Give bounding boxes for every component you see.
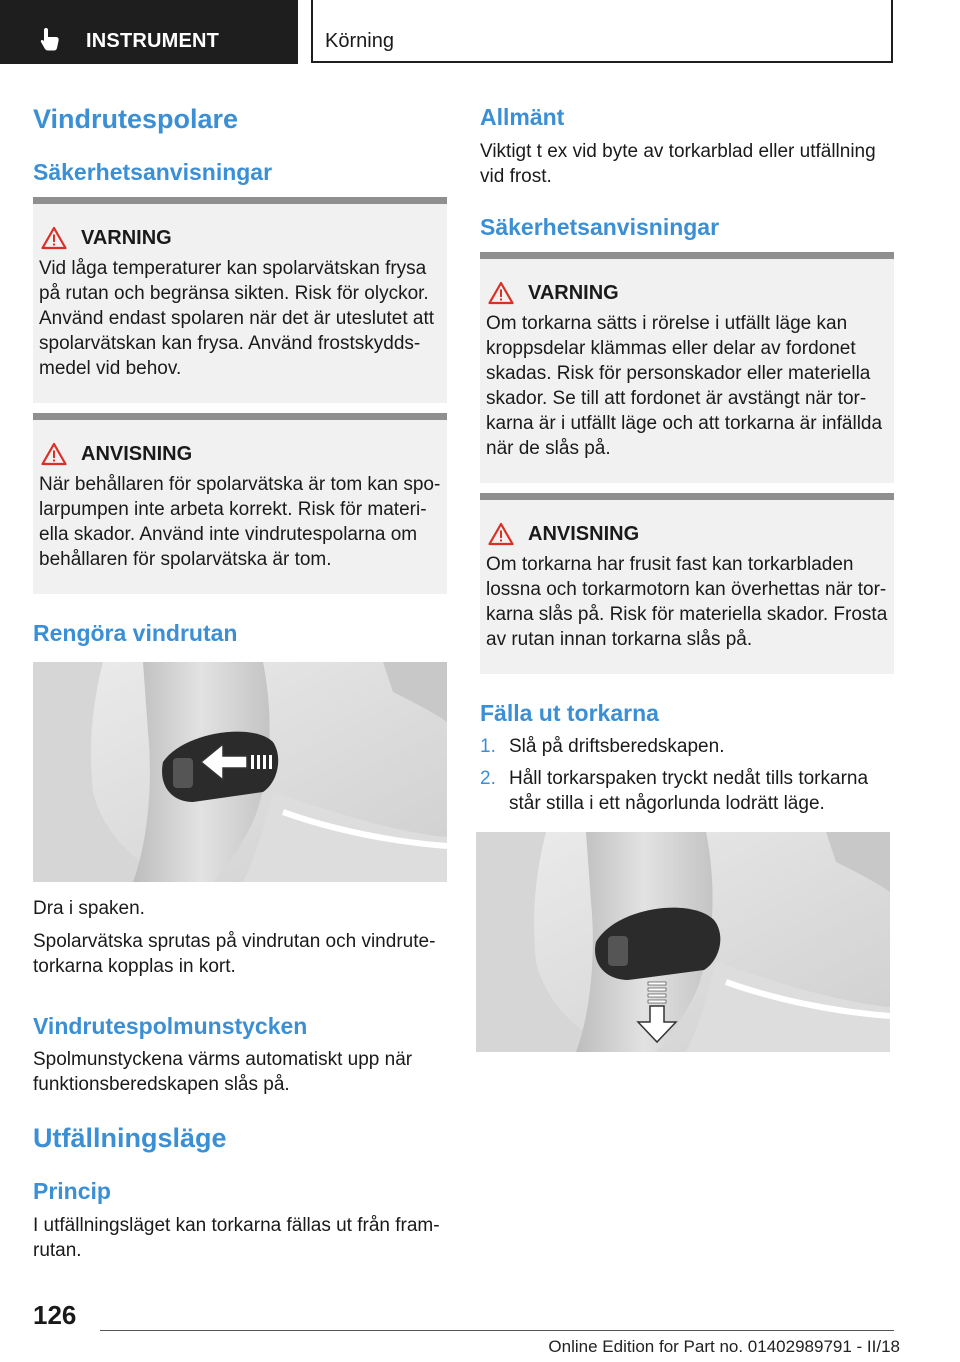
principle-heading: Princip [33,1178,111,1204]
notice-label-1: ANVISNING [81,442,193,465]
warning-text-1: Vid låga temperaturer kan spolarvätskan frysa på rutan och begränsa sikten. Risk för olyckor. Använd endast spolaren när det är uteslutet att spolarvätskan kan frysa. Använd frostskyddsmedel vid behov. [39,258,435,379]
chapter-label: INSTRUMENT [86,30,220,52]
section-label: Körning [325,30,394,52]
step-number: 2. [480,768,496,789]
foldout-heading: Fälla ut torkarna [480,700,659,726]
clean-step-text: Dra i spaken. [33,898,145,919]
footer-divider [100,1330,894,1331]
section-box [311,0,893,63]
page-number: 126 [33,1300,77,1330]
warning-triangle-icon [41,442,67,466]
wiper-lever-push-image [476,832,890,1052]
warning-triangle-icon [488,522,514,546]
edition-text: Online Edition for Part no. 01402989791 - II/18 [548,1337,900,1356]
wiper-lever-pull-image [33,662,447,882]
warning-triangle-icon [41,226,67,250]
hand-pointer-icon [38,26,64,52]
list-item [480,766,894,816]
step-text: Håll torkarspaken tryckt nedåt tills torkarna står stilla i ett någorlunda lodrätt läge. [509,768,869,814]
warning-label-1: VARNING [81,226,172,249]
notice-label-2: ANVISNING [528,522,640,545]
general-heading: Allmänt [480,104,565,130]
page-title: Vindrutespolare [33,104,239,134]
step-number: 1. [480,736,496,757]
notice-text-2: Om torkarna har frusit fast kan torkarbladen lossna och torkarmotorn kan överhettas när torkarna slås på. Risk för materiella skador. Frosta av rutan innan torkarna slås på. [486,554,888,650]
nozzles-heading: Vindrutespolmunstycken [33,1013,308,1039]
list-item [480,734,894,759]
warning-triangle-icon [488,281,514,305]
notice-text-1: När behållaren för spolarvätska är tom kan spolarpumpen inte arbeta korrekt. Risk för materiella skador. Använd inte vindrutespolarna om behållaren för spolarvätska är tom. [39,474,441,570]
warning-text-2: Om torkarna sätts i rörelse i utfällt läge kan kroppsdelar klämmas eller delar av fordonet skadas. Risk för personskador eller materiella skador. Se till att fordonet är avstängt när torkarna är i utfällt läge och att torkarna är infällda när de slås på. [486,313,883,459]
warning-label-2: VARNING [528,281,619,304]
foldout-title: Utfällningsläge [33,1123,227,1153]
clean-description: Spolarvätska sprutas på vindrutan och vindrutetorkarna kopplas in kort. [33,931,436,977]
step-text: Slå på driftsberedskapen. [509,736,725,757]
notice-box-2 [480,493,894,674]
notice-box-1 [33,413,447,594]
safety-heading-left: Säkerhetsanvisningar [33,159,273,185]
safety-heading-right: Säkerhetsanvisningar [480,214,720,240]
warning-box-1 [33,197,447,403]
nozzles-text: Spolmunstyckena värms automatiskt upp när funktionsberedskapen slås på. [33,1049,413,1095]
principle-text: I utfällningsläget kan torkarna fällas ut från framrutan. [33,1215,440,1261]
general-text: Viktigt t ex vid byte av torkarblad eller utfällning vid frost. [480,141,876,187]
warning-box-2 [480,252,894,483]
clean-heading: Rengöra vindrutan [33,620,238,646]
chapter-tab[interactable] [0,0,298,64]
